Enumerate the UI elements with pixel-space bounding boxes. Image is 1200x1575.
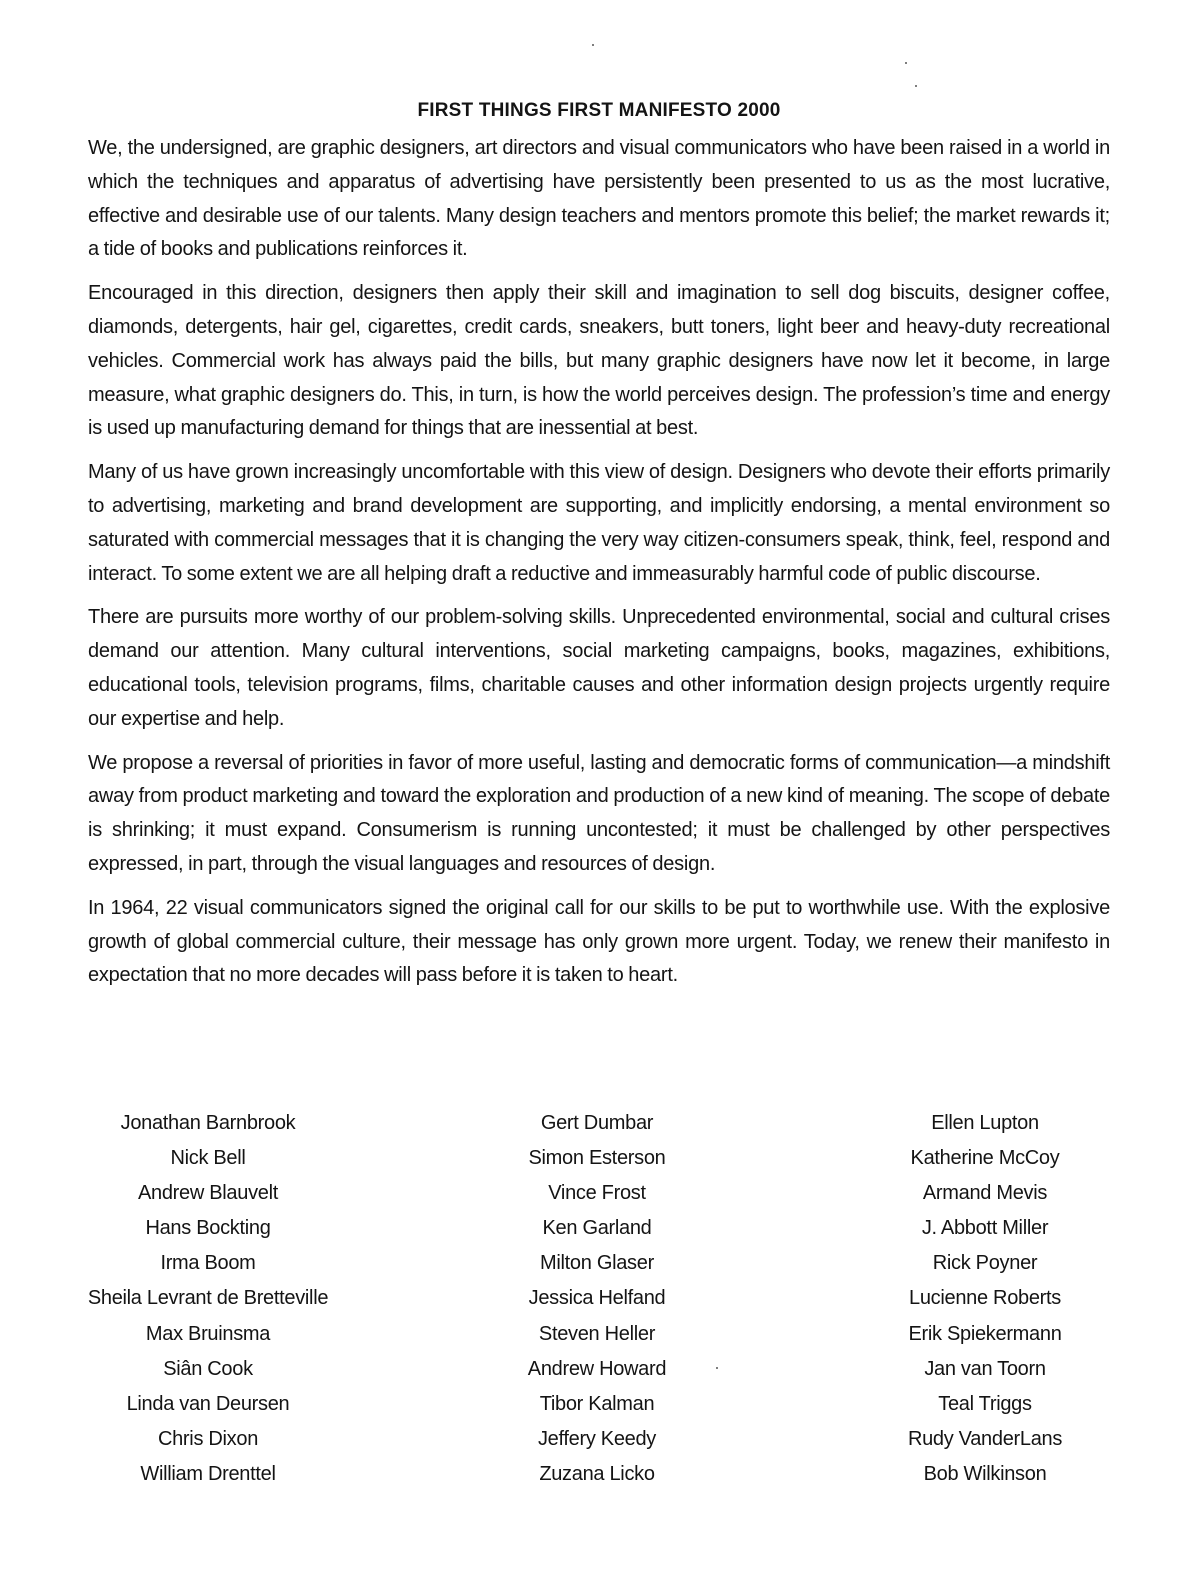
signatory-name: Steven Heller <box>538 1322 656 1345</box>
signatories-column-2 <box>432 1106 762 1492</box>
scan-speck <box>915 85 917 87</box>
scan-speck <box>716 1367 718 1369</box>
signatory-name: Jonathan Barnbrook <box>120 1112 296 1134</box>
manifesto-page <box>88 0 1110 993</box>
signatory-name: Nick Bell <box>170 1147 246 1170</box>
signatory-name: Sheila Levrant de Bretteville <box>87 1287 329 1310</box>
paragraph-5: We propose a reversal of priorities in favor of more useful, lasting and democratic forms of communication—a mindshift away from product marketing and toward the exploration and production of a new kind of meaning. The scope of debate is shrinking; it must expand. Consumerism is running uncontested; it must be challenged by other perspectives expressed, in part, through the visual languages and resources of design. <box>88 751 1110 875</box>
signatory-name: J. Abbott Miller <box>921 1217 1049 1240</box>
scan-speck <box>905 62 907 64</box>
signatory-name: Gert Dumbar <box>540 1112 654 1134</box>
scan-speck <box>592 44 594 46</box>
signatory-name: Rick Poyner <box>932 1252 1038 1275</box>
signatory-name: Hans Bockting <box>145 1217 271 1240</box>
document-title: FIRST THINGS FIRST MANIFESTO 2000 <box>417 100 781 121</box>
paragraph-2: Encouraged in this direction, designers then apply their skill and imagination to sell dog biscuits, designer coffee, diamonds, detergents, hair gel, cigarettes, credit cards, sneakers, butt toners, light beer and heavy-duty recreational vehicles. Commercial work has always paid the bills, but many graphic designers have now let it become, in large measure, what graphic designers do. This, in turn, is how the world perceives design. The profession’s time and energy is used up manufacturing demand for things that are inessential at best. <box>88 282 1110 440</box>
signatory-name: Andrew Howard <box>527 1357 667 1380</box>
signatory-name: Armand Mevis <box>922 1182 1048 1205</box>
signatory-name: Bob Wilkinson <box>923 1462 1047 1485</box>
signatory-name: Irma Boom <box>160 1252 256 1275</box>
paragraph-6: In 1964, 22 visual communicators signed the original call for our skills to be put to worthwhile use. With the explosive growth of global commercial culture, their message has only grown more urgent. Today, we renew their manifesto in expectation that no more decades will pass before it is taken to heart. <box>88 896 1110 987</box>
signatory-name: Vince Frost <box>548 1182 646 1205</box>
signatory-name: Ken Garland <box>542 1217 652 1240</box>
signatory-name: Rudy VanderLans <box>907 1427 1063 1450</box>
signatory-name: Jeffery Keedy <box>537 1427 657 1450</box>
signatory-name: Zuzana Licko <box>539 1462 655 1485</box>
signatory-name: Jessica Helfand <box>528 1287 666 1310</box>
signatory-name: Max Bruinsma <box>145 1322 271 1345</box>
signatories-column-1 <box>43 1106 373 1492</box>
signatory-name: Linda van Deursen <box>126 1392 290 1415</box>
signatory-name: Siân Cook <box>163 1357 253 1380</box>
signatory-name: Katherine McCoy <box>910 1147 1060 1170</box>
signatory-name: William Drenttel <box>140 1462 276 1485</box>
signatory-name: Andrew Blauvelt <box>137 1182 279 1205</box>
signatory-name: Tibor Kalman <box>539 1392 655 1415</box>
paragraph-3: Many of us have grown increasingly uncomfortable with this view of design. Designers who devote their efforts primarily to advertising, marketing and brand development are supporting, and implicitly endorsing, a mental environment so saturated with commercial messages that it is changing the very way citizen-consumers speak, think, feel, respond and interact. To some extent we are all helping draft a reductive and immeasurably harmful code of public discourse. <box>88 461 1110 585</box>
paragraph-4: There are pursuits more worthy of our problem-solving skills. Unprecedented environmental, social and cultural crises demand our attention. Many cultural interventions, social marketing campaigns, books, magazines, exhibitions, educational tools, television programs, films, charitable causes and other information design projects urgently require our expertise and help. <box>88 606 1110 730</box>
signatory-name: Lucienne Roberts <box>909 1287 1061 1310</box>
signatory-name: Erik Spiekermann <box>908 1322 1062 1345</box>
signatory-name: Simon Esterson <box>528 1147 666 1170</box>
signatory-name: Teal Triggs <box>938 1392 1032 1415</box>
signatory-name: Milton Glaser <box>540 1252 654 1275</box>
paragraph-1: We, the undersigned, are graphic designers, art directors and visual communicators who have been raised in a world in which the techniques and apparatus of advertising have persistently been presented to us as the most lucrative, effective and desirable use of our talents. Many design teachers and mentors promote this belief; the market rewards it; a tide of books and publications reinforces it. <box>88 137 1110 261</box>
signatory-name: Chris Dixon <box>157 1427 259 1450</box>
signatories-column-3 <box>820 1106 1150 1492</box>
signatory-name: Jan van Toorn <box>924 1357 1046 1380</box>
signatory-name: Ellen Lupton <box>931 1112 1039 1134</box>
